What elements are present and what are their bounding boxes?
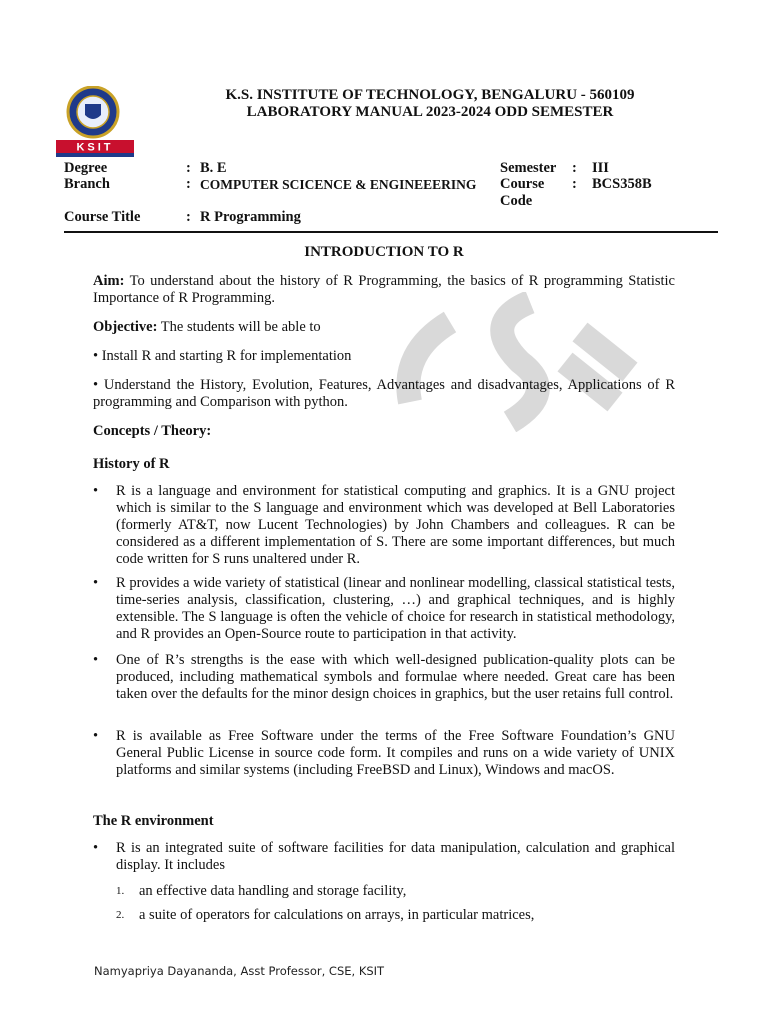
section-title: INTRODUCTION TO R <box>304 244 464 260</box>
manual-title: LABORATORY MANUAL 2023-2024 ODD SEMESTER <box>246 104 614 120</box>
objective-point-2: • Understand the History, Evolution, Features, Advantages and disadvantages, Applications of R programming and Comparison with python. <box>93 377 675 410</box>
branch-value: COMPUTER SCICENCE & ENGINEEERING <box>200 177 477 192</box>
semester-colon: : <box>572 160 577 176</box>
institute-name: K.S. INSTITUTE OF TECHNOLOGY, BENGALURU - 560109 <box>225 87 635 103</box>
objective-paragraph <box>93 319 675 336</box>
branch-label: Branch <box>64 176 110 192</box>
svg-text:KSIT: KSIT <box>76 141 114 154</box>
history-bullet-2: R provides a wide variety of statistical (linear and nonlinear modelling, classical statistical tests, time-series analysis, classification, clustering, …) and graphical techniques, and is highly extensible. The S language is often the vehicle of choice for research in statistical methodology, and R provides an Open-Source route to participation in that activity. <box>116 575 675 642</box>
aim-text: To understand about the history of R Programming, the basics of R programming Statistic Importance of R Programming. <box>93 273 675 306</box>
course-title-value: R Programming <box>200 209 301 225</box>
course-title-colon: : <box>186 209 191 225</box>
aim-label: Aim: <box>93 273 125 289</box>
bullet-glyph: • <box>93 840 99 856</box>
aim-paragraph <box>93 273 675 307</box>
degree-colon: : <box>186 160 191 176</box>
history-bullet-3: One of R’s strengths is the ease with which well-designed publication-quality plots can be produced, including mathematical symbols and formulae where needed. Great care has been taken over the defaults for the minor design choices in graphics, but the user retains full control. <box>116 652 675 702</box>
page-footer: Namyapriya Dayananda, Asst Professor, CSE, KSIT <box>94 964 385 978</box>
objective-point-1: • Install R and starting R for implementation <box>93 348 352 364</box>
env-bullet: R is an integrated suite of software facilities for data manipulation, calculation and graphical display. It includes <box>116 840 675 873</box>
objective-label: Objective: <box>93 319 158 335</box>
course-code-label: Course <box>500 176 545 192</box>
objective-text: The students will be able to <box>157 319 321 335</box>
history-bullet-4: R is available as Free Software under the terms of the Free Software Foundation’s GNU General Public License in source code form. It compiles and runs on a wide variety of UNIX platforms and similar systems (including FreeBSD and Linux), Windows and macOS. <box>116 728 675 778</box>
degree-value: B. E <box>200 160 227 176</box>
branch-colon: : <box>186 176 191 192</box>
bullet-glyph: • <box>93 728 99 744</box>
course-title-label: Course Title <box>64 209 141 225</box>
bullet-glyph: • <box>93 575 99 591</box>
course-code-label-2: Code <box>500 193 533 209</box>
bullet-glyph: • <box>93 483 99 499</box>
env-item-2: a suite of operators for calculations on arrays, in particular matrices, <box>139 907 535 923</box>
degree-label: Degree <box>64 160 108 176</box>
concepts-heading: Concepts / Theory: <box>93 423 212 439</box>
header-divider <box>64 231 718 233</box>
env-heading: The R environment <box>93 813 214 829</box>
semester-value: III <box>592 160 609 176</box>
history-heading: History of R <box>93 456 170 472</box>
env-item-1: an effective data handling and storage facility, <box>139 883 407 899</box>
course-code-value: BCS358B <box>592 176 652 192</box>
history-bullet-1: R is a language and environment for statistical computing and graphics. It is a GNU project which is similar to the S language and environment which was developed at Bell Laboratories (formerly AT&T, now Lucent Technologies) by John Chambers and colleagues. R can be considered as a different implementation of S. There are some important differences, but much code written for S runs unaltered under R. <box>116 483 675 567</box>
institute-logo <box>56 86 134 158</box>
institute-header <box>140 87 720 121</box>
env-item-number: 1. <box>116 885 125 897</box>
course-code-colon: : <box>572 176 577 192</box>
bullet-glyph: • <box>93 652 99 668</box>
semester-label: Semester <box>500 160 557 176</box>
env-item-number: 2. <box>116 909 125 921</box>
